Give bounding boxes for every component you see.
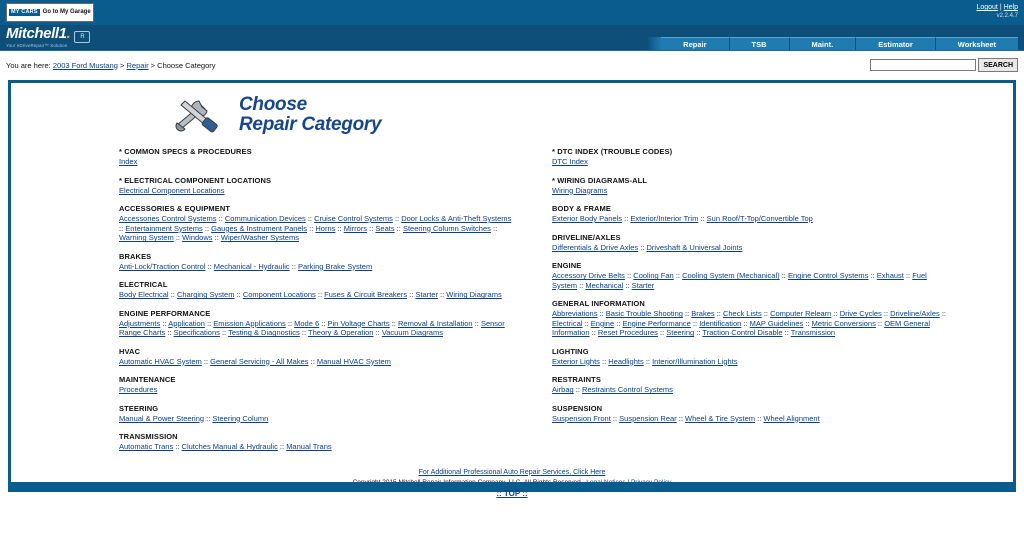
category-group-title: * DTC INDEX (TROUBLE CODES) [552, 147, 673, 156]
breadcrumb-vehicle-link[interactable]: 2003 Ford Mustang [52, 60, 118, 70]
category-link[interactable]: Cooling Fan [633, 271, 674, 281]
category-link[interactable]: Exterior/Interior Trim [630, 214, 699, 224]
category-link[interactable]: Electrical Component Locations [119, 185, 225, 195]
category-link-list [552, 186, 952, 196]
wrench-screwdriver-icon [171, 95, 233, 135]
link-separator: :: [119, 223, 126, 233]
category-link[interactable]: Wheel Alignment [763, 413, 820, 423]
link-separator: :: [490, 223, 498, 233]
link-separator: :: [289, 261, 298, 271]
category-group-title: RESTRAINTS [552, 375, 601, 385]
category-link[interactable]: Driveline/Axles [890, 309, 940, 319]
link-separator: :: [577, 280, 586, 290]
link-separator: :: [173, 442, 182, 452]
category-link[interactable]: Clutches Manual & Hydraulic [181, 442, 278, 452]
category-group [119, 147, 512, 167]
category-link[interactable]: Restraints Control Systems [582, 385, 673, 395]
breadcrumb-separator-2: > [150, 60, 156, 70]
category-group-title: STEERING [119, 403, 159, 413]
link-separator: :: [216, 214, 225, 224]
link-separator: :: [610, 413, 620, 423]
category-link[interactable]: Automatic HVAC System [119, 356, 202, 366]
category-link[interactable]: Starter [631, 280, 655, 290]
category-link[interactable]: Cruise Control Systems [314, 214, 393, 224]
category-link[interactable]: Seats [375, 223, 395, 233]
category-link[interactable]: Engine Control Systems [787, 271, 869, 281]
link-separator: :: [335, 223, 344, 233]
link-separator: :: [407, 290, 416, 300]
breadcrumb-repair-link[interactable]: Repair [126, 60, 149, 70]
category-group [119, 347, 512, 367]
category-link[interactable]: Cooling System (Mechanical) [682, 271, 780, 281]
category-link[interactable]: Index [119, 157, 138, 166]
category-link[interactable]: Reset Procedures [597, 328, 658, 338]
link-separator: :: [165, 328, 174, 338]
category-group-title: BODY & FRAME [552, 204, 611, 214]
category-link[interactable]: Exterior Lights [552, 356, 600, 366]
link-separator: :: [676, 413, 686, 423]
link-separator: :: [698, 214, 707, 224]
category-link[interactable]: Steering Column [212, 413, 269, 423]
link-separator: :: [714, 309, 723, 319]
category-link[interactable]: DTC Index [552, 157, 588, 166]
category-link[interactable]: Gauges & Instrument Panels [211, 223, 308, 233]
category-link[interactable]: Communication Devices [224, 214, 306, 224]
link-separator: :: [389, 318, 398, 328]
link-separator: :: [597, 309, 606, 319]
category-link[interactable]: Drive Cycles [839, 309, 882, 319]
category-link-list [552, 271, 952, 290]
category-link[interactable]: Anti-Lock/Traction Control [119, 261, 206, 271]
link-separator: :: [315, 290, 325, 300]
category-group [552, 176, 1013, 196]
category-group [552, 375, 1013, 395]
category-group-title: ACCESSORIES & EQUIPMENT [119, 204, 231, 214]
link-separator: :: [694, 328, 703, 338]
category-link[interactable]: Windows [182, 233, 213, 243]
link-separator: :: [305, 214, 315, 224]
category-link-list [552, 385, 952, 395]
category-link[interactable]: Metric Conversions [811, 318, 876, 328]
category-link[interactable]: Pin Voltage Charts [327, 318, 390, 328]
search-button[interactable]: SEARCH [978, 58, 1018, 72]
category-link[interactable]: Parking Brake System [298, 261, 373, 271]
category-link[interactable]: Steering Column Switches [402, 223, 491, 233]
link-separator: :: [875, 318, 885, 328]
category-link[interactable]: Wheel & Tire System [685, 413, 756, 423]
category-link[interactable]: Removal & Installation [397, 318, 473, 328]
category-group [119, 432, 512, 452]
category-link[interactable]: Entertainment Systems [125, 223, 203, 233]
link-separator: :: [903, 271, 913, 281]
breadcrumb [6, 61, 216, 70]
link-separator: :: [582, 318, 591, 328]
category-link[interactable]: Warning System [119, 233, 174, 243]
category-link[interactable]: Traction Control Disable [702, 328, 783, 338]
link-separator: :: [868, 271, 877, 281]
category-link[interactable]: Testing & Diagnostics [228, 328, 300, 338]
link-separator: :: [741, 318, 750, 328]
category-group [119, 204, 512, 243]
link-separator: :: [782, 328, 791, 338]
link-separator: :: [437, 290, 447, 300]
category-group-title: MAINTENANCE [119, 375, 176, 385]
link-separator: :: [624, 271, 634, 281]
category-link-list [552, 357, 952, 367]
category-group [552, 261, 1013, 290]
link-divider: | [999, 4, 1002, 12]
category-link[interactable]: Engine Performance [622, 318, 691, 328]
category-link[interactable]: Charging System [176, 290, 235, 300]
category-link[interactable]: General Servicing - All Makes [210, 356, 309, 366]
category-link[interactable]: Sun Roof/T-Top/Convertible Top [706, 214, 813, 224]
brand-tagline: Your eDriveRepair™ Solution [6, 42, 68, 48]
link-separator: :: [623, 280, 632, 290]
category-group [552, 299, 1013, 338]
link-separator: :: [394, 223, 403, 233]
category-link[interactable]: Identification [699, 318, 742, 328]
category-link-list [119, 385, 512, 395]
category-link[interactable]: Automatic Trans [119, 442, 174, 452]
breadcrumb-separator-1: > [120, 60, 125, 70]
category-link[interactable]: Door Locks & Anti-Theft Systems [401, 214, 512, 224]
category-group [119, 280, 512, 300]
category-link-list [119, 214, 512, 243]
category-link[interactable]: Mirrors [343, 223, 368, 233]
tab-maint[interactable]: Maint. [790, 37, 857, 50]
search-input[interactable] [870, 59, 976, 71]
category-group-title: GENERAL INFORMATION [552, 299, 645, 309]
category-group [119, 375, 512, 395]
link-separator: :: [690, 318, 700, 328]
page-title-line2: Repair Category [239, 114, 382, 135]
category-link[interactable]: Manual HVAC System [316, 356, 391, 366]
my-garage-label: Go to My Garage [42, 9, 91, 16]
link-separator: :: [285, 318, 295, 328]
category-group [552, 204, 1013, 224]
category-group-title: TRANSMISSION [119, 432, 178, 442]
category-link[interactable]: Exterior Body Panels [552, 214, 623, 224]
category-group [119, 404, 512, 424]
category-link[interactable]: Interior/Illumination Lights [652, 356, 738, 366]
link-separator: :: [599, 356, 609, 366]
category-link[interactable]: Mechanical - Hydraulic [213, 261, 290, 271]
category-group-title: * ELECTRICAL COMPONENT LOCATIONS [119, 175, 272, 185]
link-separator: :: [373, 328, 382, 338]
category-link[interactable]: Electrical [552, 318, 583, 328]
link-separator: :: [755, 413, 764, 423]
category-link[interactable]: Brakes [691, 309, 715, 319]
link-separator: :: [219, 328, 229, 338]
link-separator: :: [367, 223, 376, 233]
link-separator: :: [779, 271, 788, 281]
link-separator: :: [638, 242, 647, 252]
category-link-list [119, 186, 512, 196]
category-link[interactable]: Emission Applications [213, 318, 286, 328]
link-separator: :: [657, 328, 667, 338]
category-link[interactable]: Driveshaft & Universal Joints [646, 242, 743, 252]
category-link[interactable]: Specifications [173, 328, 220, 338]
brand-title [6, 26, 90, 43]
registered-badge-icon: R [74, 31, 90, 43]
tab-worksheet[interactable]: Worksheet [936, 37, 1018, 50]
link-separator: :: [643, 356, 653, 366]
category-link[interactable]: Starter [415, 290, 438, 300]
link-separator: :: [573, 385, 583, 395]
my-cars-logo: MY CARS [11, 8, 38, 15]
help-link[interactable]: Help [1003, 4, 1018, 12]
tab-repair[interactable]: Repair [661, 37, 729, 50]
link-separator: :: [939, 309, 947, 319]
category-link-list [552, 309, 952, 338]
category-link[interactable]: Mechanical [585, 280, 624, 290]
category-group [119, 309, 512, 338]
category-link-list [119, 157, 512, 167]
link-separator: :: [881, 309, 891, 319]
link-separator: :: [201, 356, 211, 366]
category-group [119, 252, 512, 272]
category-link[interactable]: Theory & Operation [308, 328, 374, 338]
category-link[interactable]: Steering [666, 328, 695, 338]
link-separator: :: [307, 223, 316, 233]
link-separator: :: [614, 318, 623, 328]
link-separator: :: [308, 356, 317, 366]
category-link[interactable]: Fuses & Circuit Breakers [324, 290, 408, 300]
link-separator: :: [204, 413, 213, 423]
link-separator: :: [392, 214, 402, 224]
category-group-title: ELECTRICAL [119, 280, 168, 290]
category-group [552, 347, 1013, 367]
category-link[interactable]: Fuel System [552, 271, 927, 290]
link-separator: :: [761, 309, 771, 319]
category-group-title: * WIRING DIAGRAMS-ALL [552, 175, 648, 185]
top-right-links [976, 4, 1018, 20]
category-link[interactable]: Vacuum Diagrams [381, 328, 443, 338]
category-link-list [552, 414, 952, 424]
category-link[interactable]: Mode 6 [294, 318, 320, 328]
category-link[interactable]: Wiper/Washer Systems [220, 233, 299, 243]
category-link[interactable]: MAP Guidelines [749, 318, 804, 328]
category-group-title: LIGHTING [552, 346, 589, 356]
brand-name-text: Mitchell1 [6, 24, 67, 42]
version-label: v2.2.4.7 [996, 13, 1018, 20]
logout-link[interactable]: Logout [976, 4, 998, 12]
link-separator: :: [831, 309, 840, 319]
category-link-list [552, 214, 952, 224]
my-garage-button[interactable] [6, 3, 94, 22]
pro-services-link[interactable]: For Additional Professional Auto Repair Services, Click Here [418, 468, 606, 476]
category-link[interactable]: Wiring Diagrams [552, 185, 608, 195]
top-utility-bar [0, 0, 1024, 25]
breadcrumb-search-row [0, 51, 1024, 80]
link-separator: :: [204, 318, 214, 328]
link-separator: :: [299, 328, 309, 338]
right-column [512, 147, 1013, 461]
category-link[interactable]: Component Locations [242, 290, 316, 300]
link-separator: :: [803, 318, 812, 328]
panel-footer [11, 461, 1013, 500]
category-link[interactable]: Abbreviations [552, 309, 598, 319]
category-link-list [119, 262, 512, 272]
link-separator: :: [234, 290, 243, 300]
category-link[interactable]: Engine [590, 318, 615, 328]
link-separator: :: [173, 233, 183, 243]
link-separator: :: [168, 290, 177, 300]
category-group [119, 176, 512, 196]
category-link[interactable]: Procedures [119, 385, 158, 395]
link-separator: :: [589, 328, 598, 338]
category-link-list [119, 414, 512, 424]
category-link[interactable]: Differentials & Drive Axles [552, 242, 639, 252]
category-link[interactable]: Accessory Drive Belts [552, 271, 625, 281]
link-separator: :: [319, 318, 328, 328]
search-box [870, 58, 1018, 72]
link-separator: :: [682, 309, 692, 319]
breadcrumb-prefix: You are here: [6, 60, 51, 70]
category-link[interactable]: Manual & Power Steering [119, 413, 205, 423]
category-group-title: HVAC [119, 346, 141, 356]
category-link-list [119, 290, 512, 300]
category-link[interactable]: Suspension Rear [619, 413, 677, 423]
category-link-list [119, 442, 512, 452]
category-link[interactable]: Airbag [552, 385, 574, 395]
category-link[interactable]: Exhaust [876, 271, 904, 281]
category-link[interactable]: Body Electrical [119, 290, 169, 300]
brand-block [0, 26, 90, 51]
category-link-list [119, 319, 512, 338]
tab-tsb[interactable]: TSB [730, 37, 790, 50]
category-group-title: DRIVELINE/AXLES [552, 232, 621, 242]
category-group [552, 233, 1013, 253]
link-separator: :: [160, 318, 169, 328]
page-header [11, 83, 1013, 139]
breadcrumb-current: Choose Category [157, 60, 216, 70]
link-separator: :: [277, 442, 287, 452]
link-separator: :: [472, 318, 481, 328]
main-nav-tabs [647, 37, 1018, 50]
category-columns [11, 139, 1013, 461]
tab-estimator[interactable]: Estimator [856, 37, 936, 50]
category-link[interactable]: Accessories Control Systems [119, 214, 217, 224]
brand-dot: . [66, 24, 71, 42]
category-link[interactable]: Manual Trans [286, 442, 332, 452]
category-link[interactable]: Application [168, 318, 205, 328]
page-title-line1: Choose [239, 94, 307, 116]
category-link[interactable]: Computer Relearn [770, 309, 832, 319]
category-group-title: ENGINE PERFORMANCE [119, 308, 211, 318]
category-link[interactable]: Transmission [790, 328, 836, 338]
category-link[interactable]: Wiring Diagrams [446, 290, 502, 300]
back-to-top-link[interactable]: :: TOP :: [496, 488, 528, 498]
category-link[interactable]: Suspension Front [552, 413, 611, 423]
category-link-list [119, 357, 512, 367]
link-separator: :: [202, 223, 212, 233]
category-group-title: SUSPENSION [552, 403, 603, 413]
brand-nav-bar [0, 25, 1024, 51]
category-group-title: ENGINE [552, 261, 582, 271]
panel-bottom-accent [11, 482, 1013, 489]
page-title [239, 95, 381, 135]
category-link[interactable]: Sensor Range Charts [119, 318, 505, 338]
category-link[interactable]: Adjustments [119, 318, 161, 328]
category-link[interactable]: Basic Trouble Shooting [605, 309, 683, 319]
link-separator: :: [205, 261, 214, 271]
main-panel-wrapper [0, 80, 1024, 498]
category-link-list [552, 157, 952, 167]
link-separator: :: [673, 271, 683, 281]
category-link[interactable]: Horns [315, 223, 336, 233]
link-separator: :: [622, 214, 631, 224]
category-group-title: * COMMON SPECS & PROCEDURES [119, 147, 252, 156]
nav-leadin [647, 37, 661, 50]
choose-category-panel [8, 80, 1016, 498]
category-group [552, 404, 1013, 424]
category-link[interactable]: Check Lists [722, 309, 762, 319]
category-group-title: BRAKES [119, 251, 152, 261]
category-link[interactable]: OEM General Information [552, 318, 931, 338]
category-link-list [552, 243, 952, 253]
category-link[interactable]: Headlights [608, 356, 644, 366]
left-column [11, 147, 512, 461]
link-separator: :: [212, 233, 221, 243]
category-group [552, 147, 1013, 167]
